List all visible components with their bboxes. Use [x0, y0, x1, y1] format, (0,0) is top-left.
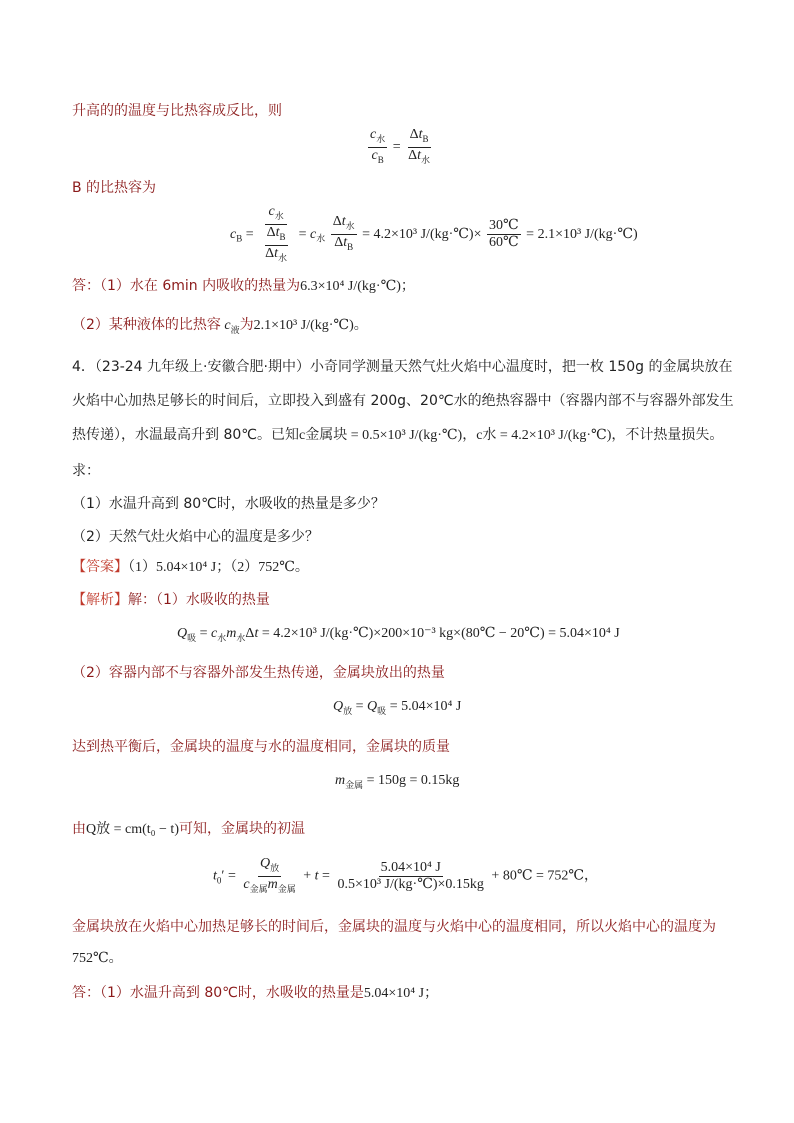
equation-initial-temp: $t_0'$ = $\frac{Q_放}{c_{金属}m_{金属}}$ + t = $\frac{\text{5.04×10⁴ J}}{\text{0.5×10³ J/(kg·℃)×0.15kg}}$ + 80℃ = 752℃， [213, 856, 599, 894]
cb-mid-value: = 4.2×10³ J/(kg·℃)× [362, 226, 482, 242]
equation-q-absorbed: $Q_吸 = c_水m_水\Delta t = 4.2\times 10^3$ J/(kg·℃)×200×10⁻³ kg×(80℃ − 20℃) = 5.04×10⁴ J [177, 626, 620, 643]
t0-frac-num: 5.04×10⁴ J [380, 859, 441, 875]
answer-tag: 【答案】 [72, 559, 128, 575]
ask-label: 求： [72, 463, 100, 479]
step-3-intro: 达到热平衡后，金属块的温度与水的温度相同，金属块的质量 [72, 739, 450, 755]
analysis-tag: 【解析】 [72, 592, 128, 608]
equation-cb: $c_B$ = $\frac{c_水}{\frac{\Delta t_B}{\Delta t_水}}$ = $c_水$ $\frac{\Delta t_水}{\Delta t_B}$ = 4.2×10³ J/(kg·℃)× $\frac{30℃}{60℃}$ = 2.1×10³ J/(kg·℃) [230, 204, 638, 263]
analysis-intro: 【解析】解：（1）水吸收的热量 [72, 592, 270, 608]
answer-line-2: （2）某种液体的比热容 $c_液$为2.1×10³ J/(kg·℃)。 [72, 317, 368, 335]
cb-frac-num: 30℃ [489, 218, 519, 234]
equation-metal-mass: $m_{金属} = 150g = 0.15kg$ [335, 773, 460, 790]
equation-q-released: $Q_放 = Q_吸 = 5.04\times 10^4$ J [333, 699, 462, 716]
answer-line-1: 答：（1）水在 6min 内吸收的热量为6.3×10⁴ J/(kg·℃)； [72, 278, 415, 294]
step-2-intro: （2）容器内部不与容器外部发生热传递，金属块放出的热量 [72, 665, 445, 681]
cb-frac-den: 60℃ [489, 235, 519, 251]
text-line-ratio-intro: 升高的的温度与比热容成反比，则 [72, 103, 282, 119]
question-4-line-3: 热传递），水温最高升到 80℃。已知c金属块 = 0.5×10³ J/(kg·℃)，c水 = 4.2×10³ J/(kg·℃)，不计热量损失。 [72, 427, 724, 443]
t0-frac-den: 0.5×10³ J/(kg·℃)×0.15kg [337, 876, 484, 892]
conclusion-line-1: 金属块放在火焰中心加热足够长的时间后，金属块的温度与火焰中心的温度相同，所以火焰中心的温度为 [72, 919, 716, 935]
ask-2: （2）天然气灶火焰中心的温度是多少？ [72, 529, 319, 545]
step-4-intro: 由Q放 = cm(t₀ − t)可知，金属块的初温 [72, 821, 305, 837]
question-4-line-1: 4．（23-24 九年级上·安徽合肥·期中）小奇同学测量天然气灶火焰中心温度时，把一枚 150g 的金属块放在 [72, 359, 733, 375]
text-line-b-specific-heat: B 的比热容为 [72, 180, 157, 196]
conclusion-line-2: 752℃。 [72, 951, 123, 966]
final-answer-line: 答：（1）水温升高到 80℃时，水吸收的热量是5.04×10⁴ J； [72, 985, 439, 1001]
cb-final-value: = 2.1×10³ J/(kg·℃) [526, 226, 638, 242]
question-4-line-2: 火焰中心加热足够长的时间后，立即投入到盛有 200g、20℃水的绝热容器中（容器内部不与容器外部发生 [72, 393, 734, 409]
answer-summary: 【答案】（1）5.04×10⁴ J；（2）752℃。 [72, 559, 309, 575]
equation-ratio: $\frac{c_水}{c_B}$ = $\frac{\Delta t_B}{\Delta t_水}$ [370, 127, 431, 165]
ask-1: （1）水温升高到 80℃时，水吸收的热量是多少？ [72, 496, 385, 512]
